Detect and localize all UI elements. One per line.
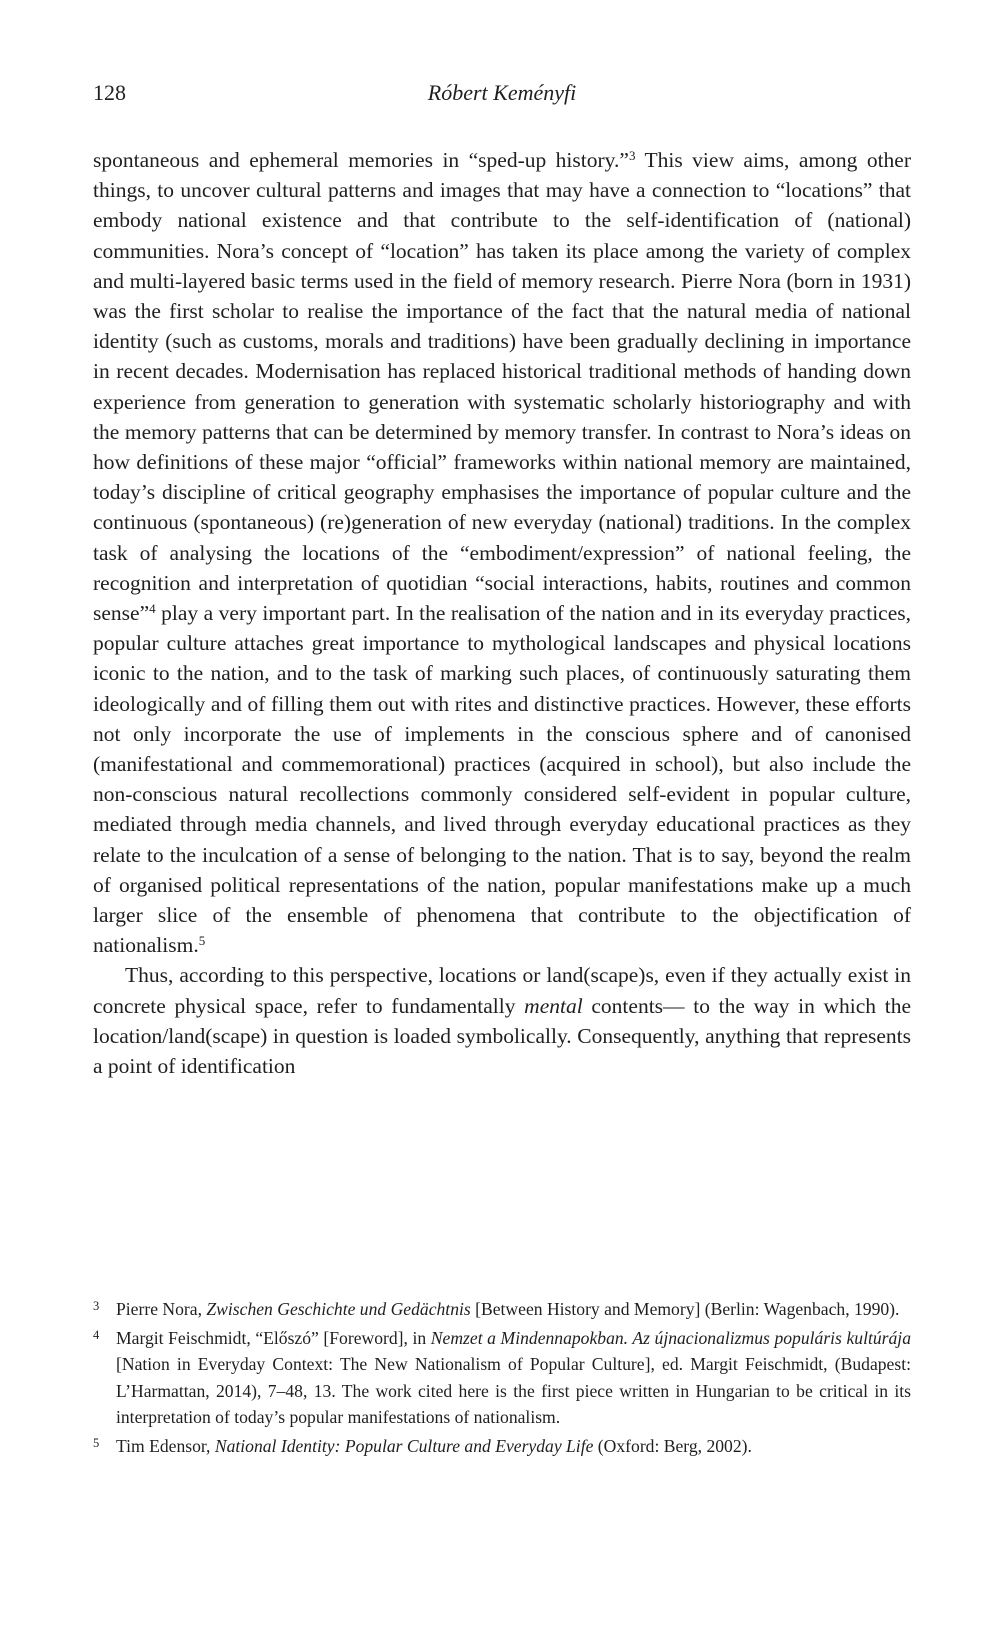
footnote-number: 5 <box>93 1436 100 1451</box>
paragraph-1-text-b: This view aims, among other things, to uncover cultural patterns and images that may have a connection to “locations” that embody national existence and that contribute to the self-identification of (national) communities. Nora’s concept of “location” has taken its place among the variety of complex and multi-layered basic terms used in the field of memory research. Pierre Nora (born in 1931) was the first scholar to realise the importance of the fact that the natural media of national identity (such as customs, morals and traditions) have been gradually declining in importance in recent decades. Modernisation has replaced historical traditional methods of handing down experience from generation to generation with systematic scholarly historiography and with the memory patterns that can be determined by memory transfer. In contrast to Nora’s ideas on how definitions of these major “official” frameworks within national memory are maintained, today’s discipline of critical geography emphasises the importance of popular culture and the continuous (spontaneous) (re)generation of new everyday (national) traditions. In the complex task of analysing the locations of the “embodiment/expression” of national feeling, the recognition and interpretation of quotidian “social interactions, habits, routines and common sense” <box>93 148 911 626</box>
main-text <box>93 145 911 1081</box>
footnote-ref-3: 3 <box>628 148 636 163</box>
footnote-ref-4: 4 <box>149 601 156 617</box>
paragraph-1 <box>93 145 911 960</box>
footnote-text: [Between History and Memory] (Berlin: Wagenbach, 1990). <box>470 1299 900 1319</box>
footnote-text: Margit Feischmidt, “Előszó” [Foreword], in <box>116 1328 431 1349</box>
footnote-title: Zwischen Geschichte und Gedächtnis <box>206 1299 471 1319</box>
footnote-4 <box>93 1325 911 1430</box>
footnote-text: Pierre Nora, <box>116 1299 207 1319</box>
page-header <box>93 80 911 110</box>
footnote-text: [Nation in Everyday Context: The New Nationalism of Popular Culture], ed. Margit Feischmidt, (Budapest: L’Harmattan, 2014), 7–48, 13. The work cited here is the first piece written in Hungarian to be critical in its interpretation of today’s popular manifestations of nationalism. <box>116 1354 911 1427</box>
footnote-3 <box>93 1296 911 1322</box>
footnotes <box>93 1296 911 1462</box>
page-number: 128 <box>93 80 126 105</box>
footnote-number: 4 <box>93 1328 100 1343</box>
footnote-number: 3 <box>93 1299 100 1313</box>
footnote-title: Nemzet a Mindennapokban. Az újnacionalizmus populáris kultúrája <box>430 1328 911 1349</box>
paragraph-2-text-a: Thus, according to this perspective, locations or land(scape)s, even if they actually exist in concrete physical space, refer to fundamentally <box>93 963 911 1018</box>
paragraph-2 <box>93 960 911 1081</box>
paragraph-1-text-c: play a very important part. In the realisation of the nation and in its everyday practices, popular culture attaches great importance to mythological landscapes and physical locations iconic to the nation, and to the task of marking such places, of continuously saturating them ideologically and of filling them out with rites and distinctive practices. However, these efforts not only incorporate the use of implements in the conscious sphere and of canonised (manifestational and commemorational) practices (acquired in school), but also include the non-conscious natural recollections commonly considered self-evident in popular culture, mediated through media channels, and lived through everyday educational practices as they relate to the inculcation of a sense of belonging to the nation. That is to say, beyond the realm of organised political representations of the nation, popular manifestations make up a much larger slice of the ensemble of phenomena that contribute to the objectification of nationalism. <box>93 601 911 958</box>
paragraph-2-text-b: contents— to the way in which the location/land(scape) in question is loaded symbolically. Consequently, anything that represents a point of identification <box>93 993 911 1079</box>
footnote-ref-5: 5 <box>198 933 206 949</box>
footnote-text: Tim Edensor, <box>116 1436 215 1457</box>
footnote-5 <box>93 1433 911 1459</box>
running-head: Róbert Keményfi <box>427 80 577 105</box>
footnote-text: (Oxford: Berg, 2002). <box>593 1436 752 1457</box>
footnote-title: National Identity: Popular Culture and Everyday Life <box>214 1436 594 1457</box>
paragraph-1-text-a: spontaneous and ephemeral memories in “sped-up history.” <box>93 148 629 172</box>
paragraph-2-emphasis: mental <box>524 993 583 1018</box>
